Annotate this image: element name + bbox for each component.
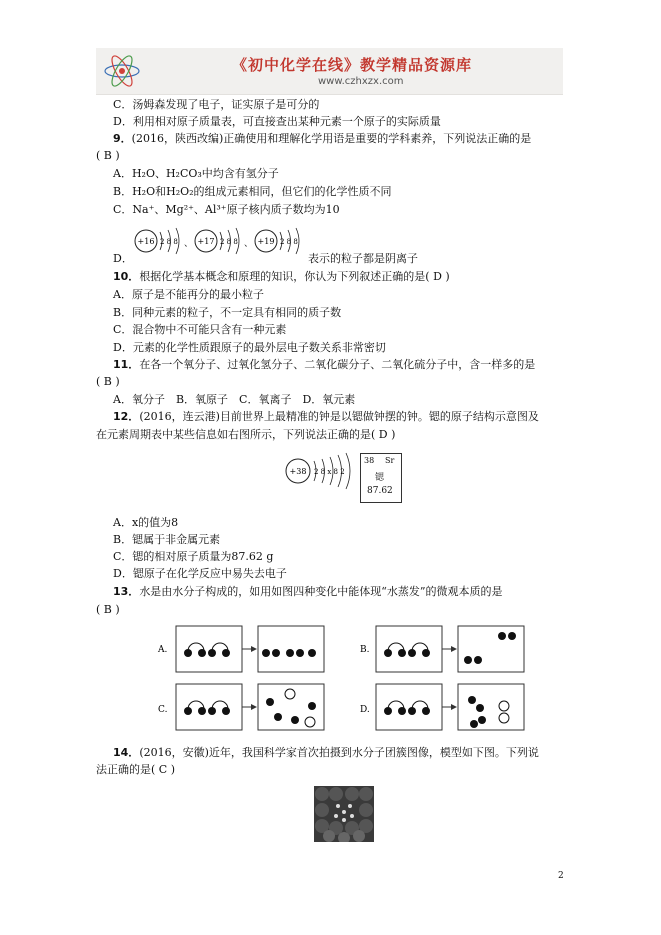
question-text: (2016，安徽)近年，我国科学家首次拍摄到水分子团簇图像，模型如下图。下列说 — [139, 746, 539, 759]
water-cluster-image — [314, 786, 374, 842]
ion-diagrams — [128, 226, 308, 256]
option-d-prev: D．利用相对原子质量表，可直接查出某种元素一个原子的实际质量 — [113, 115, 441, 128]
question-text: 根据化学基本概念和原理的知识，你认为下列叙述正确的是( D ) — [139, 270, 450, 283]
question-number: 13． — [113, 585, 140, 598]
question-text-cont: 在元素周期表中某些信息如右图所示，下列说法正确的是( D ) — [96, 428, 396, 441]
option-a: A．H₂O、H₂CO₃中均含有氢分子 — [113, 167, 279, 180]
option-a: A．原子是不能再分的最小粒子 — [113, 288, 264, 301]
atom-logo-icon — [102, 52, 142, 90]
banner-title: 《初中化学在线》教学精品资源库 — [232, 56, 473, 74]
svg-text:+17: +17 — [197, 237, 215, 246]
question-text: 水是由水分子构成的，如用如图四种变化中能体现“水蒸发”的微观本质的是 — [139, 585, 503, 598]
question-text: (2016，连云港)目前世界上最精准的钟是以锶做钟摆的钟。锶的原子结构示意图及 — [139, 410, 539, 423]
svg-text:C.: C. — [158, 705, 168, 715]
svg-text:2 8 8: 2 8 8 — [280, 238, 298, 246]
element-symbol: Sr — [385, 456, 395, 465]
svg-text:+38: +38 — [289, 467, 307, 476]
svg-text:+19: +19 — [257, 237, 275, 246]
question-13 — [113, 585, 503, 599]
question-text: (2016，陕西改编)正确使用和理解化学用语是重要的学科素养，下列说法正确的是 — [131, 132, 532, 145]
option-b: B．H₂O和H₂O₂的组成元素相同，但它们的化学性质不同 — [113, 185, 392, 198]
option-d-prefix: D． — [113, 252, 133, 265]
header-banner — [96, 48, 563, 95]
option-b: B．锶属于非金属元素 — [113, 533, 221, 546]
option-b: B．同种元素的粒子，不一定具有相同的质子数 — [113, 306, 342, 319]
banner-url: www.czhxzx.com — [318, 76, 404, 87]
svg-text:2 8 x 8 2: 2 8 x 8 2 — [314, 468, 345, 476]
option-d-suffix: 表示的粒子都是阴离子 — [308, 252, 418, 265]
svg-text:+16: +16 — [137, 237, 155, 246]
option-d: D．元素的化学性质跟原子的最外层电子数关系非常密切 — [113, 341, 386, 354]
ion-diagram-2 — [195, 228, 239, 254]
answer: ( B ) — [96, 375, 120, 388]
question-text: 在各一个氧分子、过氧化氢分子、二氧化碳分子、二氧化硫分子中，含一样多的是 — [139, 358, 536, 371]
page-number: 2 — [558, 871, 564, 881]
svg-text:2 8 8: 2 8 8 — [160, 238, 178, 246]
option-a: A．x的值为8 — [113, 516, 179, 529]
question-12 — [113, 410, 539, 424]
svg-text:A.: A. — [158, 645, 168, 655]
phase-change-diagrams — [150, 622, 540, 740]
option-c: C．锶的相对原子质量为87.62 g — [113, 550, 274, 563]
question-11 — [113, 358, 535, 372]
question-number: 9． — [113, 132, 132, 145]
atomic-number: 38 — [364, 456, 375, 465]
svg-text:D.: D. — [360, 705, 370, 715]
svg-text:2 8 8: 2 8 8 — [220, 238, 238, 246]
question-9 — [113, 132, 531, 146]
svg-text:B.: B. — [360, 645, 370, 655]
options: A．氧分子 B．氧原子 C．氧离子 D．氧元素 — [113, 393, 356, 406]
element-name: 锶 — [375, 473, 385, 483]
option-c: C．混合物中不可能只含有一种元素 — [113, 323, 287, 336]
answer: ( B ) — [96, 149, 120, 162]
question-14 — [113, 746, 539, 760]
question-number: 14． — [113, 746, 140, 759]
question-number: 11． — [113, 358, 140, 371]
question-number: 10． — [113, 270, 140, 283]
option-d: D．锶原子在化学反应中易失去电子 — [113, 567, 287, 580]
svg-text:、: 、 — [244, 239, 254, 249]
atomic-mass: 87.62 — [367, 486, 393, 496]
option-c: C．Na⁺、Mg²⁺、Al³⁺原子核内质子数均为10 — [113, 203, 340, 216]
answer: ( B ) — [96, 603, 120, 616]
svg-text:、: 、 — [184, 239, 194, 249]
ion-diagram-1 — [135, 228, 179, 254]
question-10 — [113, 270, 450, 284]
question-text-cont: 法正确的是( C ) — [96, 763, 175, 776]
periodic-table-cell — [360, 453, 402, 503]
ion-diagram-3 — [255, 228, 299, 254]
question-number: 12． — [113, 410, 140, 423]
option-c-prev: C．汤姆森发现了电子，证实原子是可分的 — [113, 98, 320, 111]
